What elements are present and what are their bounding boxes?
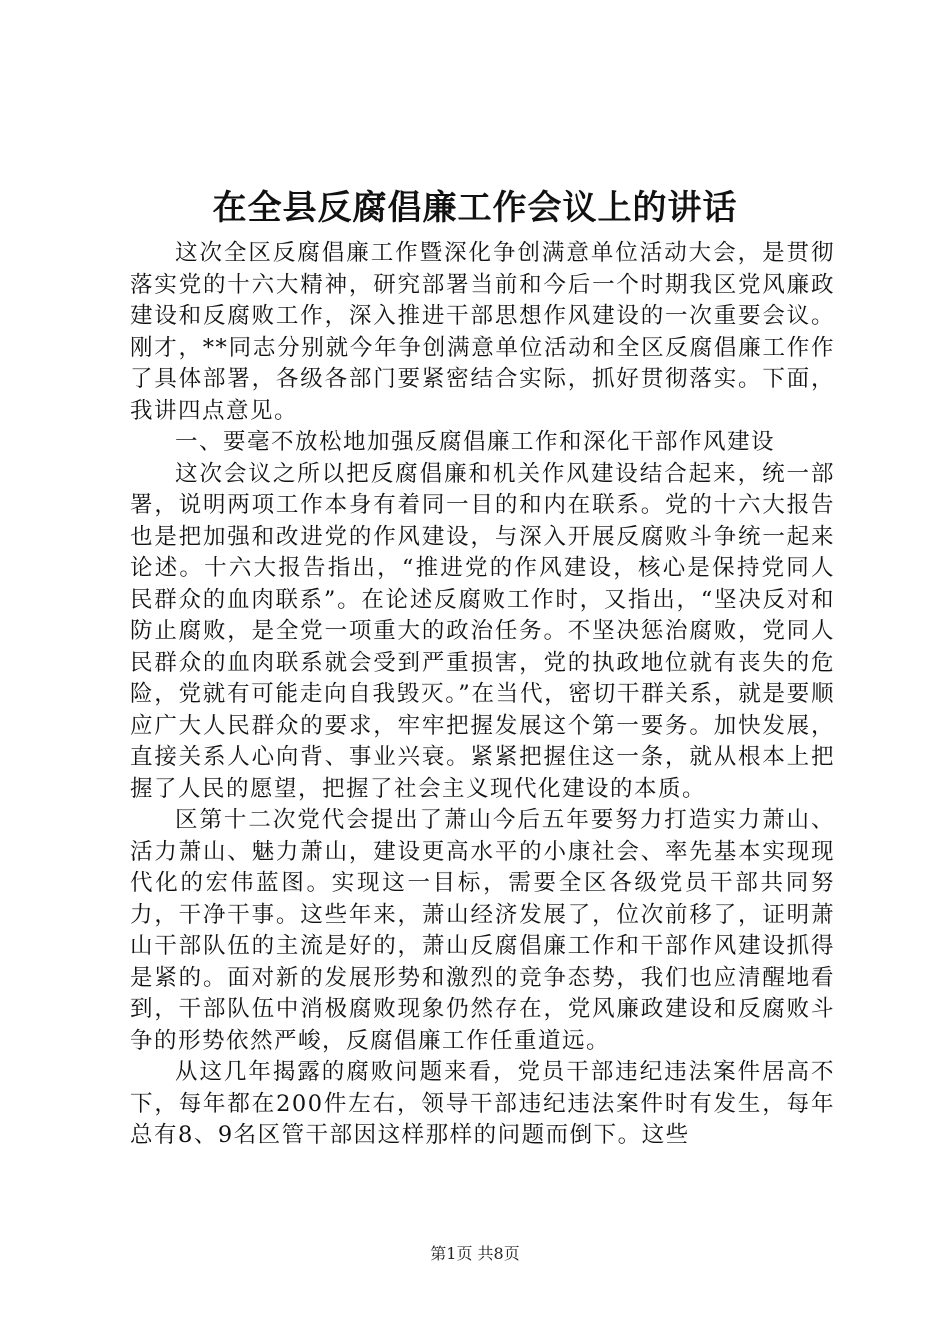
page-number-footer: 第1页 共8页	[430, 1244, 520, 1263]
section-heading-1: 一、要毫不放松地加强反腐倡廉工作和深化干部作风建设	[175, 429, 776, 455]
paragraph-intro: 这次全区反腐倡廉工作暨深化争创满意单位活动大会，是贯彻落实党的十六大精神，研究部署当前和今后一个时期我区党风廉政建设和反腐败工作，深入推进干部思想作风建设的一次重要会议。刚才，**同志分别就今年争创满意单位活动和全区反腐倡廉工作作了具体部署，各级各部门要紧密结合实际，抓好贯彻落实。下面，我讲四点意见。	[130, 240, 835, 424]
document-body	[130, 238, 835, 1152]
paragraph-section-1: 这次会议之所以把反腐倡廉和机关作风建设结合起来，统一部署，说明两项工作本身有着同一目的和内在联系。党的十六大报告也是把加强和改进党的作风建设，与深入开展反腐败斗争统一起来论述。十六大报告指出，“推进党的作风建设，核心是保持党同人民群众的血肉联系”。在论述反腐败工作时，又指出，“坚决反对和防止腐败，是全党一项重大的政治任务。不坚决惩治腐败，党同人民群众的血肉联系就会受到严重损害，党的执政地位就有丧失的危险，党就有可能走向自我毁灭。”在当代，密切干群关系，就是要顺应广大人民群众的要求，牢牢把握发展这个第一要务。加快发展，直接关系人心向背、事业兴衰。紧紧把握住这一条，就从根本上把握了人民的愿望，把握了社会主义现代化建设的本质。	[130, 460, 835, 802]
paragraph-cases: 从这几年揭露的腐败问题来看，党员干部违纪违法案件居高不下，每年都在200件左右，领导干部违纪违法案件时有发生，每年总有8、9名区管干部因这样那样的问题而倒下。这些	[130, 1059, 835, 1148]
page-title: 在全县反腐倡廉工作会议上的讲话	[212, 188, 738, 228]
paragraph-district-congress: 区第十二次党代会提出了萧山今后五年要努力打造实力萧山、活力萧山、魅力萧山，建设更高水平的小康社会、率先基本实现现代化的宏伟蓝图。实现这一目标，需要全区各级党员干部共同努力，干净干事。这些年来，萧山经济发展了，位次前移了，证明萧山干部队伍的主流是好的，萧山反腐倡廉工作和干部作风建设抓得是紧的。面对新的发展形势和激烈的竞争态势，我们也应清醒地看到，干部队伍中消极腐败现象仍然存在，党风廉政建设和反腐败斗争的形势依然严峻，反腐倡廉工作任重道远。	[130, 807, 835, 1054]
